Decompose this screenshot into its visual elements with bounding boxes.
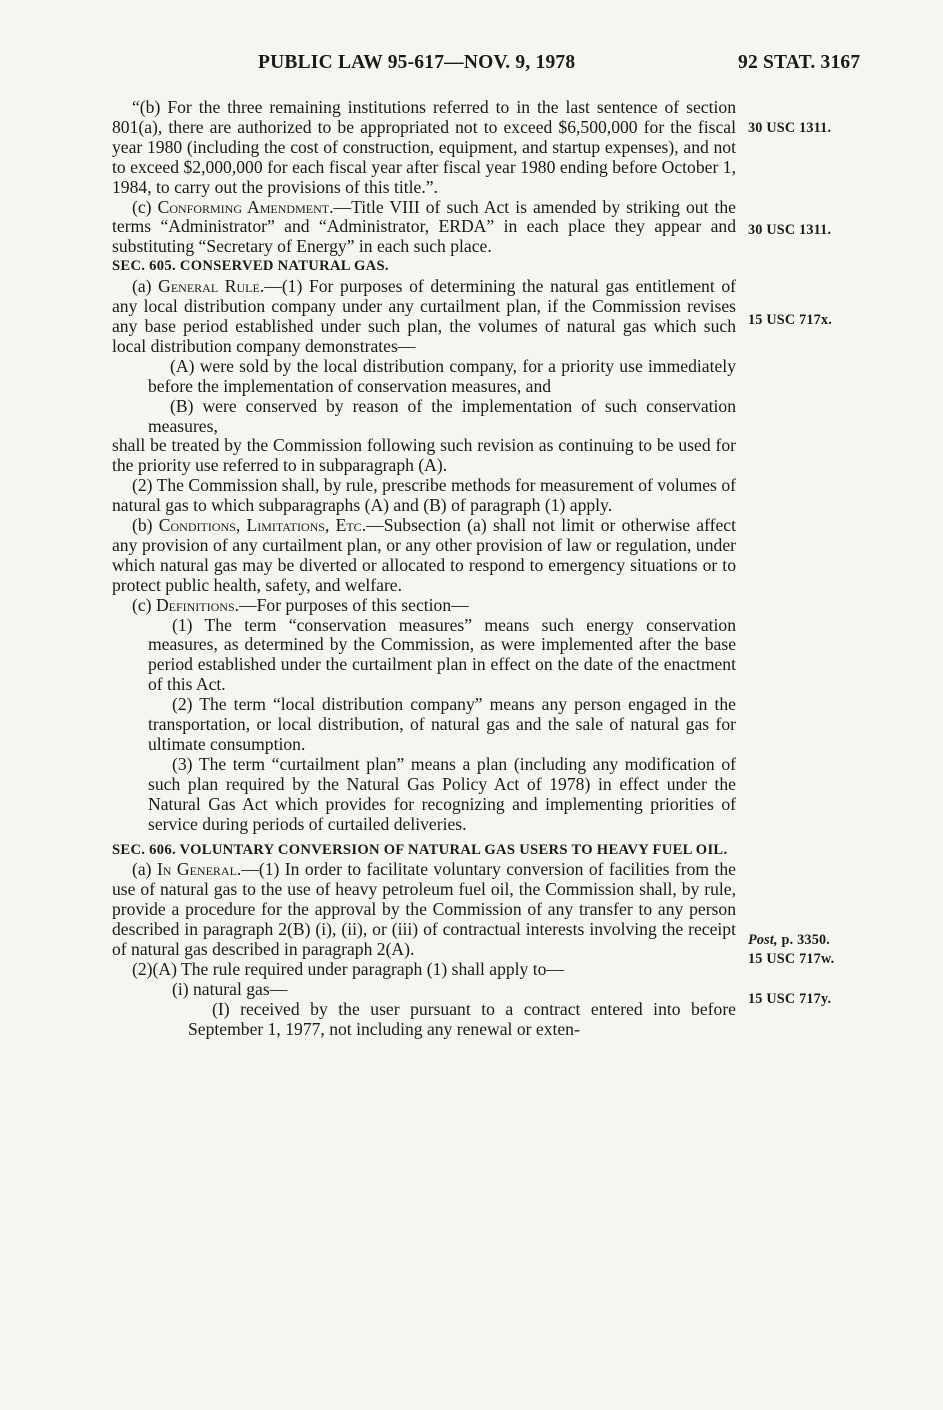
para-prefix: (b) <box>132 515 159 536</box>
margin-note-6: 15 USC 717y. <box>748 991 832 1007</box>
para-prefix: (a) <box>132 276 159 297</box>
clause-i: (i) natural gas— <box>172 978 288 999</box>
subsection-heading: Definitions. <box>155 594 240 615</box>
paragraph-2A: (2)(A) The rule required under paragraph (1) shall apply to— <box>132 958 565 979</box>
margin-note-4 <box>748 932 830 949</box>
para-text: —(1) For purposes of determining the natural gas entitlement of any local distribution company under any curtailment plan, if the Commission revises any base period established under such plan, the volumes of natural gas which such local distribution company demonstrates— <box>112 276 736 356</box>
definition-3: (3) The term “curtailment plan” means a plan (including any modification of such plan required by the Natural Gas Policy Act of 1978) in effect under the Natural Gas Act which provides for recognizing and implementing priorities of service during periods of curtailed deliveries. <box>148 753 736 834</box>
para-prefix: (c) <box>132 196 158 217</box>
definition-2: (2) The term “local distribution company” means any person engaged in the transportation, or local distribution, of natural gas and the sale of natural gas for ultimate consumption. <box>148 694 736 754</box>
para-text: —(1) In order to facilitate voluntary conversion of facilities from the use of natural gas to the use of heavy petroleum fuel oil, the Commission shall, by rule, provide a procedure for the approval by the Commission of any transfer to any person described in paragraph 2(B) (i), (ii), or (iii) of contractual interests involving the receipt of natural gas described in paragraph 2(A). <box>112 859 736 960</box>
subclause-I: (I) received by the user pursuant to a contract entered into before September 1, 1977, not including any renewal or exten- <box>188 998 736 1039</box>
document-body <box>112 98 736 1040</box>
para-text: —Title VIII of such Act is amended by striking out the terms “Administrator” and “Administrator, ERDA” in each place they appear and substituting “Secretary of Energy” in each such place. <box>112 196 736 257</box>
para-text: —Subsection (a) shall not limit or otherwise affect any provision of any curtailment plan, or any other provision of law or regulation, under which natural gas may be diverted or allocated to respond to emergency situations or to protect public health, safety, and welfare. <box>112 515 736 595</box>
paragraph-a-continuation: shall be treated by the Commission following such revision as continuing to be used for the priority use referred to in subparagraph (A). <box>112 435 736 476</box>
margin-note-5: 15 USC 717w. <box>748 951 835 967</box>
subparagraph-B: (B) were conserved by reason of the implementation of such conservation measures, <box>148 395 736 436</box>
subsection-heading: General Rule. <box>158 276 265 297</box>
paragraph-a-general-rule <box>112 277 736 357</box>
page-header-title: PUBLIC LAW 95-617—NOV. 9, 1978 <box>258 52 576 73</box>
paragraph-c-definitions <box>112 596 736 616</box>
section-605-heading: SEC. 605. CONSERVED NATURAL GAS. <box>112 258 389 275</box>
definition-1: (1) The term “conservation measures” means such energy conservation measures, as determined by the Commission, as were implemented after the base period established under the curtailment plan in effect on the date of the enactment of this Act. <box>148 614 736 695</box>
subsection-heading: In General. <box>156 859 242 880</box>
margin-note-3: 15 USC 717x. <box>748 312 832 328</box>
paragraph-b-authorization: “(b) For the three remaining institutions referred to in the last sentence of section 801(a), there are authorized to be appropriated not to exceed $6,500,000 for the fiscal year 1980 (including the cost of construction, equipment, and startup expenses), and not to exceed $2,000,000 for each fiscal year after fiscal year 1980 ending before October 1, 1984, to carry out the provisions of this title.”. <box>112 97 736 197</box>
section-606-heading: SEC. 606. VOLUNTARY CONVERSION OF NATURAL GAS USERS TO HEAVY FUEL OIL. <box>112 841 728 858</box>
subsection-heading: Conforming Amendment. <box>157 196 334 217</box>
margin-note-2: 30 USC 1311. <box>748 222 832 238</box>
subsection-heading: Conditions, Limitations, Etc. <box>158 515 367 536</box>
margin-note-1: 30 USC 1311. <box>748 120 832 136</box>
subparagraph-A: (A) were sold by the local distribution company, for a priority use immediately before the implementation of conservation measures, and <box>148 355 736 396</box>
paragraph-2-measurement: (2) The Commission shall, by rule, prescribe methods for measurement of volumes of natural gas to which subparagraphs (A) and (B) of paragraph (1) apply. <box>112 475 736 516</box>
page-header-stat-ref: 92 STAT. 3167 <box>738 52 861 73</box>
para-prefix: (a) <box>132 859 157 880</box>
paragraph-a-in-general <box>112 860 736 960</box>
paragraph-c-conforming-amendment <box>112 198 736 258</box>
paragraph-b-conditions <box>112 516 736 596</box>
para-prefix: (c) <box>132 594 156 615</box>
margin-note-4-italic: Post, <box>748 932 778 948</box>
margin-note-4-text: p. 3350. <box>777 932 831 948</box>
para-text: —For purposes of this section— <box>239 594 469 615</box>
